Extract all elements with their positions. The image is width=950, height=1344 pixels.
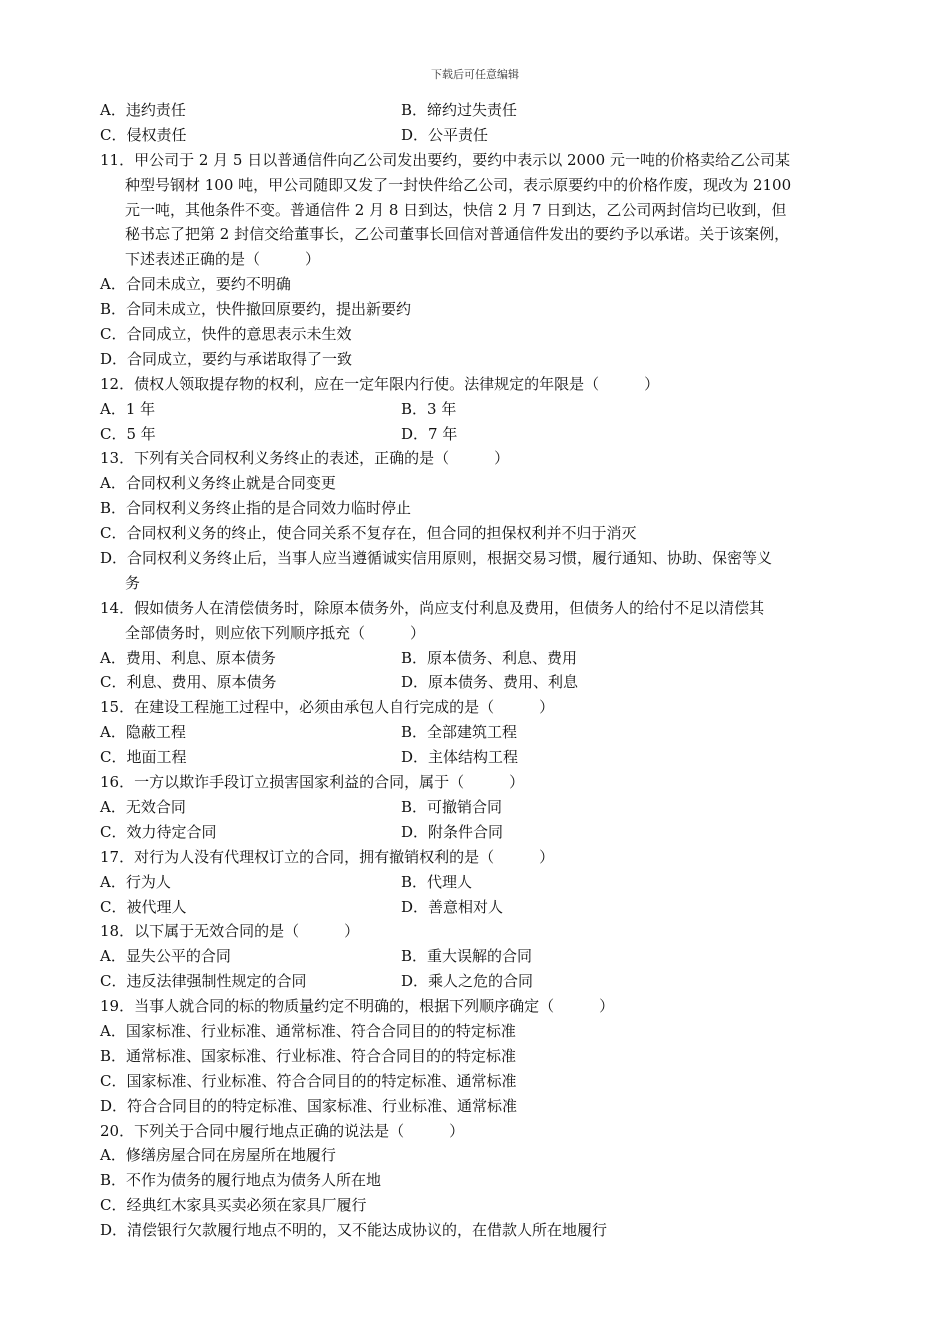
q11-option-d[interactable]: D．合同成立，要约与承诺取得了一致 [100, 349, 353, 368]
q20-stem: 20．下列关于合同中履行地点正确的说法是（ ） [100, 1121, 465, 1140]
q17-options-row-1 [100, 870, 880, 895]
q15-stem: 15．在建设工程施工过程中，必须由承包人自行完成的是（ ） [100, 698, 555, 717]
q16-options-row-2 [100, 820, 880, 845]
q12-option-d[interactable]: D．7 年 [401, 424, 458, 443]
q14-stem-line-2: 全部债务时，则应依下列顺序抵充（ ） [125, 623, 426, 642]
q14-option-c[interactable]: C．利息、费用、原本债务 [100, 673, 277, 692]
q18-options-row-2 [100, 969, 880, 994]
q18-stem: 18．以下属于无效合同的是（ ） [100, 922, 360, 941]
q10-option-c[interactable]: C．侵权责任 [100, 125, 187, 144]
q13-option-a[interactable]: A．合同权利义务终止就是合同变更 [100, 474, 336, 493]
q16-options-row-1 [100, 795, 880, 820]
q17-option-b[interactable]: B．代理人 [401, 872, 473, 891]
q16-stem: 16．一方以欺诈手段订立损害国家利益的合同，属于（ ） [100, 773, 525, 792]
q15-option-d[interactable]: D．主体结构工程 [401, 748, 519, 767]
q19-option-a[interactable]: A．国家标准、行业标准、通常标准、符合合同目的的特定标准 [100, 1021, 516, 1040]
q12-stem: 12．债权人领取提存物的权利，应在一定年限内行使。法律规定的年限是（ ） [100, 374, 660, 393]
q16-option-c[interactable]: C．效力待定合同 [100, 822, 217, 841]
q20-option-d[interactable]: D．清偿银行欠款履行地点不明的，又不能达成协议的，在借款人所在地履行 [100, 1221, 608, 1240]
q10-options-row-1 [100, 98, 880, 123]
q11-option-a[interactable]: A．合同未成立，要约不明确 [100, 275, 291, 294]
q18-option-c[interactable]: C．违反法律强制性规定的合同 [100, 972, 307, 991]
q17-option-a[interactable]: A．行为人 [100, 872, 171, 891]
q17-option-c[interactable]: C．被代理人 [100, 897, 187, 916]
q12-option-b[interactable]: B．3 年 [401, 399, 457, 418]
q11-stem-line-2: 种型号钢材 100 吨，甲公司随即又发了一封快件给乙公司，表示原要约中的价格作废，现改为 2100 [125, 175, 792, 194]
q17-option-d[interactable]: D．善意相对人 [401, 897, 504, 916]
q13-option-d[interactable]: D．合同权利义务终止后，当事人应当遵循诚实信用原则，根据交易习惯，履行通知、协助、保密等义 [100, 549, 773, 568]
q19-stem: 19．当事人就合同的标的物质量约定不明确的，根据下列顺序确定（ ） [100, 997, 615, 1016]
q12-options-row-1 [100, 397, 880, 422]
q10-options-row-2 [100, 123, 880, 148]
q17-options-row-2 [100, 895, 880, 920]
q14-option-b[interactable]: B．原本债务、利息、费用 [401, 648, 578, 667]
q14-options-row-1 [100, 646, 880, 671]
q20-option-c[interactable]: C．经典红木家具买卖必须在家具厂履行 [100, 1196, 367, 1215]
q10-option-a[interactable]: A．违约责任 [100, 101, 186, 119]
q15-option-a[interactable]: A．隐蔽工程 [100, 723, 186, 742]
q11-stem-line-5: 下述表述正确的是（ ） [125, 250, 321, 269]
q15-options-row-1 [100, 720, 880, 745]
q15-option-c[interactable]: C．地面工程 [100, 748, 187, 767]
q11-stem-line-1: 11．甲公司于 2 月 5 日以普通信件向乙公司发出要约，要约中表示以 2000 元一吨的价格卖给乙公司某 [100, 150, 790, 169]
q11-option-b[interactable]: B．合同未成立，快件撤回原要约，提出新要约 [100, 300, 412, 319]
q19-option-d[interactable]: D．符合合同目的的特定标准、国家标准、行业标准、通常标准 [100, 1096, 518, 1115]
q20-option-a[interactable]: A．修缮房屋合同在房屋所在地履行 [100, 1146, 336, 1165]
q14-option-d[interactable]: D．原本债务、费用、利息 [401, 673, 579, 692]
q14-options-row-2 [100, 670, 880, 695]
q12-option-c[interactable]: C．5 年 [100, 424, 156, 443]
q18-option-a[interactable]: A．显失公平的合同 [100, 947, 231, 966]
page-header: 下载后可任意编辑 [431, 68, 519, 81]
question-list [100, 98, 880, 1243]
q15-options-row-2 [100, 745, 880, 770]
q11-stem-line-4: 秘书忘了把第 2 封信交给董事长，乙公司董事长回信对普通信件发出的要约予以承诺。关于该案例， [125, 225, 790, 244]
q19-option-c[interactable]: C．国家标准、行业标准、符合合同目的的特定标准、通常标准 [100, 1071, 517, 1090]
q16-option-b[interactable]: B．可撤销合同 [401, 797, 503, 816]
q19-option-b[interactable]: B．通常标准、国家标准、行业标准、符合合同目的的特定标准 [100, 1046, 517, 1065]
q12-options-row-2 [100, 422, 880, 447]
q13-option-d-continued: 务 [125, 573, 141, 592]
q11-option-c[interactable]: C．合同成立，快件的意思表示未生效 [100, 325, 352, 344]
q11-stem-line-3: 元一吨，其他条件不变。普通信件 2 月 8 日到达，快信 2 月 7 日到达，乙公司两封信均已收到，但 [125, 200, 787, 219]
q18-option-d[interactable]: D．乘人之危的合同 [401, 972, 534, 991]
q18-option-b[interactable]: B．重大误解的合同 [401, 947, 533, 966]
q13-option-c[interactable]: C．合同权利义务的终止，使合同关系不复存在，但合同的担保权利并不归于消灭 [100, 524, 637, 543]
q12-option-a[interactable]: A．1 年 [100, 399, 156, 418]
q20-option-b[interactable]: B．不作为债务的履行地点为债务人所在地 [100, 1171, 382, 1190]
q13-option-b[interactable]: B．合同权利义务终止指的是合同效力临时停止 [100, 499, 412, 518]
q15-option-b[interactable]: B．全部建筑工程 [401, 723, 518, 742]
q16-option-a[interactable]: A．无效合同 [100, 797, 186, 816]
q14-option-a[interactable]: A．费用、利息、原本债务 [100, 648, 276, 667]
q18-options-row-1 [100, 944, 880, 969]
q13-stem: 13．下列有关合同权利义务终止的表述，正确的是（ ） [100, 449, 510, 468]
q14-stem-line-1: 14．假如债务人在清偿债务时，除原本债务外，尚应支付利息及费用，但债务人的给付不足以清偿其 [100, 598, 765, 617]
q17-stem: 17．对行为人没有代理权订立的合同，拥有撤销权利的是（ ） [100, 847, 555, 866]
q10-option-d[interactable]: D．公平责任 [401, 125, 489, 144]
q10-option-b[interactable]: B．缔约过失责任 [401, 101, 518, 119]
q16-option-d[interactable]: D．附条件合同 [401, 822, 504, 841]
